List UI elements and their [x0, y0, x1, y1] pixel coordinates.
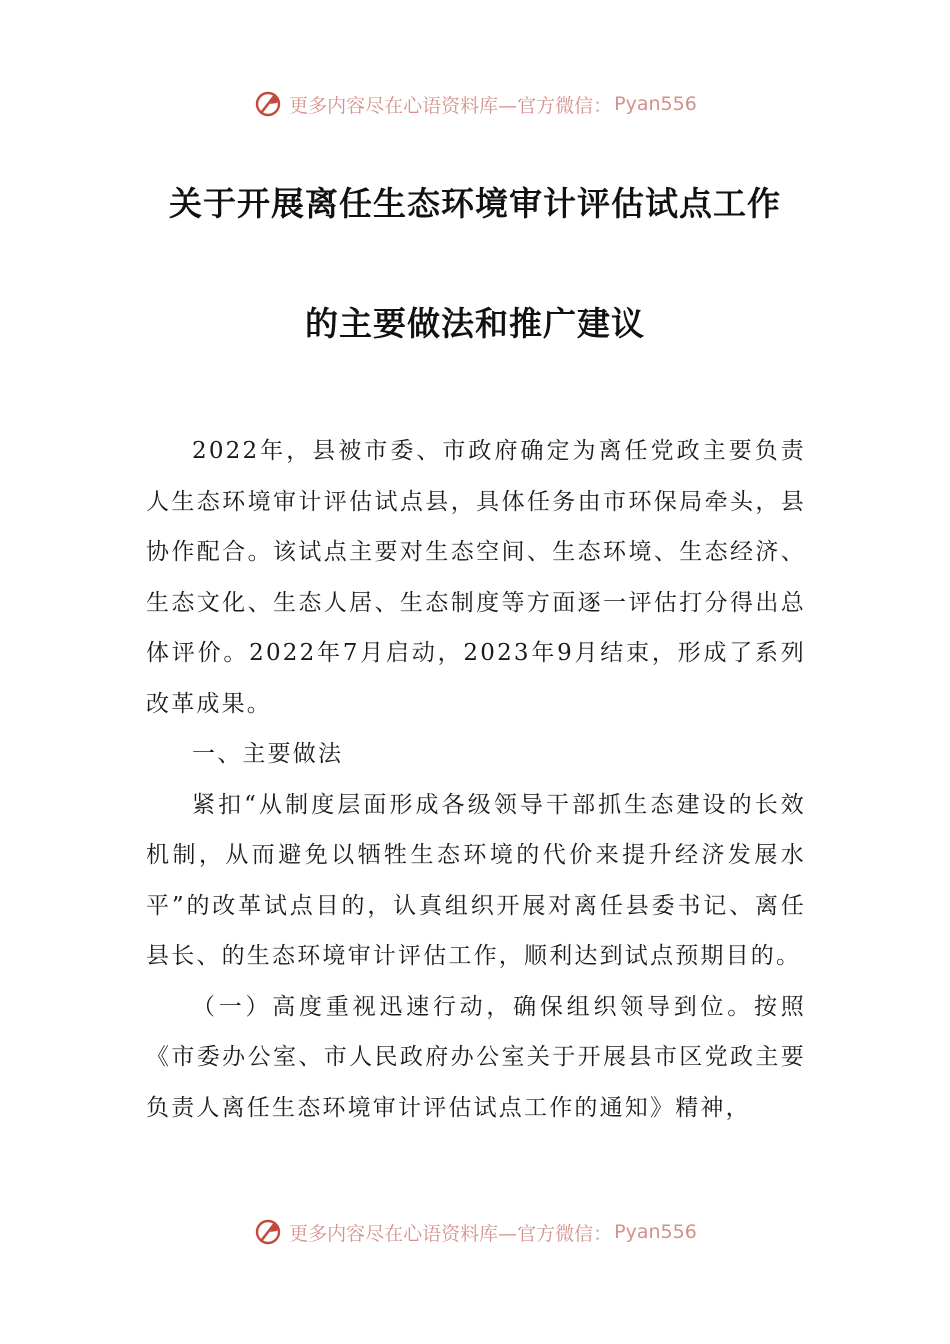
document-body	[146, 426, 806, 1133]
paragraph-intro: 2022年，县被市委、市政府确定为离任党政主要负责人生态环境审计评估试点县，具体任务由市环保局牵头，县协作配合。该试点主要对生态空间、生态环境、生态经济、生态文化、生态人居、生态制度等方面逐一评估打分得出总体评价。2022年7月启动，2023年9月结束，形成了系列改革成果。	[146, 438, 806, 717]
quill-logo-icon	[253, 1217, 283, 1247]
watermark-banner-bottom	[0, 1212, 950, 1252]
watermark-label: 更多内容尽在心语资料库—官方微信：	[289, 1222, 613, 1245]
watermark-wechat-id: Pyan556	[614, 93, 697, 115]
paragraph-subsection-1: （一）高度重视迅速行动，确保组织领导到位。按照《市委办公室、市人民政府办公室关于开展县市区党政主要负责人离任生态环境审计评估试点工作的通知》精神，	[146, 993, 806, 1121]
quill-logo-icon	[253, 89, 283, 119]
watermark-label: 更多内容尽在心语资料库—官方微信：	[289, 94, 613, 117]
document-title-line-2: 的主要做法和推广建议	[305, 304, 645, 343]
watermark-banner-top	[0, 84, 950, 124]
section-heading-main-practices: 一、主要做法	[192, 741, 344, 767]
watermark-wechat-id: Pyan556	[614, 1221, 697, 1243]
paragraph-goal: 紧扣“从制度层面形成各级领导干部抓生态建设的长效机制，从而避免以牺牲生态环境的代价来提升经济发展水平”的改革试点目的，认真组织开展对离任县委书记、离任县长、的生态环境审计评估工作，顺利达到试点预期目的。	[146, 791, 806, 969]
document-title-line-1: 关于开展离任生态环境审计评估试点工作	[169, 184, 781, 223]
